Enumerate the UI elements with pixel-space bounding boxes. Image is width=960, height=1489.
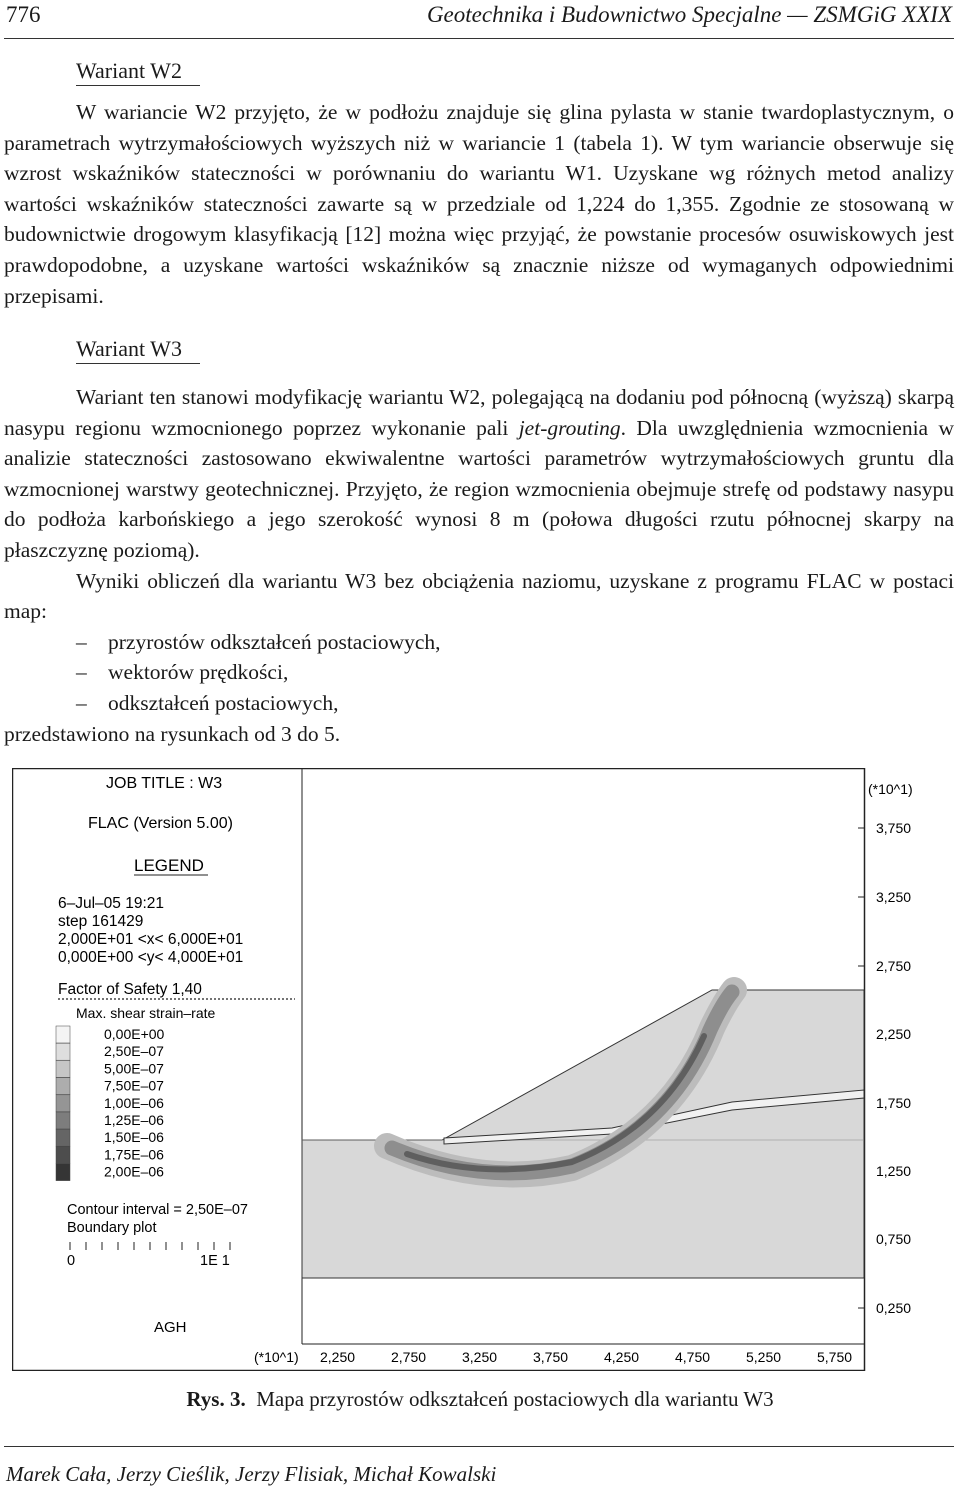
x-tick-label: 2,750	[391, 1349, 427, 1365]
list-item-text: wektorów prędkości,	[108, 660, 289, 685]
contour-interval: Contour interval = 2,50E–07	[67, 1202, 248, 1218]
y-tick-label: 1,250	[876, 1163, 912, 1179]
legend-item-label: 2,00E–06	[104, 1163, 164, 1180]
list-item	[4, 688, 954, 719]
footer-authors: Marek Cała, Jerzy Cieślik, Jerzy Flisiak, Michał Kowalski	[6, 1462, 497, 1486]
list-item	[4, 657, 954, 688]
legend-swatch	[56, 1129, 70, 1146]
x-tick-label: 4,750	[675, 1349, 711, 1365]
legend-item-label: 1,50E–06	[104, 1129, 164, 1146]
legend-swatch	[56, 1164, 70, 1181]
legend-swatch	[56, 1146, 70, 1163]
legend-swatch	[56, 1043, 70, 1060]
w3-body	[4, 382, 954, 749]
legend-swatch	[56, 1095, 70, 1112]
x-tick-label: 2,250	[320, 1349, 356, 1365]
x-tick-label: 3,250	[462, 1349, 498, 1365]
scale-left-label: 0	[67, 1253, 76, 1269]
legend-swatch	[56, 1026, 70, 1043]
scale-right-label: 1E 1	[200, 1253, 230, 1269]
y-tick-label: 1,750	[876, 1095, 912, 1111]
x-tick-label: 4,250	[604, 1349, 640, 1365]
list-item-text: przyrostów odkształceń postaciowych,	[108, 629, 441, 654]
list-item-text: odkształceń postaciowych,	[108, 690, 339, 715]
y-tick-labels	[876, 820, 911, 1316]
w2-body	[4, 97, 954, 311]
header-rule	[4, 38, 954, 39]
legend-swatch	[56, 1078, 70, 1095]
y-tick-label: 2,250	[876, 1026, 912, 1042]
x-tick-label: 5,250	[746, 1349, 782, 1365]
footer-rule	[4, 1446, 954, 1447]
legend-item-label: 0,00E+00	[104, 1026, 165, 1042]
w2-paragraph: W wariancie W2 przyjęto, że w podłożu znajduje się glina pylasta w stanie twardoplastycznym, o parametrach wytrzymałościowych wyższych niż w wariancie 1 (tabela 1). W tym wariancie obserwuje się wzrost wskaźników stateczności w porównaniu do wariantu W1. Uzyskane wg różnych metod analizy wartości wskaźników stateczności zawarte są w przedziale od 1,224 do 1,355. Zgodnie ze stosowaną w budownictwie drogowym klasyfikacją [12] można więc przyjąć, że powstanie procesów osuwiskowych jest prawdopodobne, a uzyskane wartości wskaźników są znacznie niższe od wymaganych odpowiednimi przepisami.	[4, 100, 954, 308]
dash: –	[76, 690, 87, 715]
p1-text-end: . Dla uwzględnienia wzmocnienia w analizie stateczności zastosowano ekwiwalentne wartości parametrów wytrzymałościowych gruntu dla wzmocnionej warstwy geotechnicznej. Przyjęto, że region wzmocnienia obejmuje strefę od podstawy nasypu do podłoża karbońskiego a jego szerokość wynosi 8 m (połowa długości rzutu północnej skarpy na płaszczyznę poziomą).	[4, 415, 954, 562]
y-multiplier: (*10^1)	[868, 781, 913, 797]
info-x-range: 2,000E+01 <x< 6,000E+01	[58, 931, 244, 948]
factor-of-safety: Factor of Safety 1,40	[58, 981, 202, 998]
agh-label: AGH	[154, 1319, 187, 1336]
w3-closing: przedstawiono na rysunkach od 3 do 5.	[4, 721, 341, 746]
boundary-plot: Boundary plot	[67, 1220, 157, 1236]
w3-paragraph-2: Wyniki obliczeń dla wariantu W3 bez obciążenia naziomu, uzyskane z programu FLAC w postaci map:	[4, 568, 954, 624]
dash: –	[76, 660, 87, 685]
legend-item-label: 7,50E–07	[104, 1077, 164, 1094]
page-number: 776	[6, 2, 41, 27]
caption-label: Rys. 3.	[186, 1387, 246, 1411]
job-title: JOB TITLE : W3	[106, 775, 223, 792]
heading-underline	[76, 363, 200, 364]
legend-item-label: 2,50E–07	[104, 1043, 164, 1060]
list-item	[4, 627, 954, 658]
p1-text-start: Wariant ten stanowi modyfikację wariantu W2, polegającą na dodaniu pod północną (wyższą) skarpą nasypu regionu wzmocnionego poprzez wykonanie pali	[4, 385, 954, 440]
legend-swatch	[56, 1060, 70, 1077]
info-y-range: 0,000E+00 <y< 4,000E+01	[58, 949, 244, 966]
x-tick-label: 5,750	[817, 1349, 853, 1365]
heading-underline	[76, 85, 200, 86]
figure-caption	[0, 1387, 960, 1412]
running-header: Geotechnika i Budownictwo Specjalne — ZSMGiG XXIX	[426, 2, 952, 27]
w3-paragraph-1	[4, 382, 954, 566]
flac-plot	[12, 768, 918, 1371]
legend-item-label: 1,25E–06	[104, 1112, 164, 1128]
y-tick-label: 0,750	[876, 1231, 912, 1247]
dash: –	[76, 629, 87, 654]
heading-wariant-w2: Wariant W2	[76, 58, 182, 83]
caption-text: Mapa przyrostów odkształceń postaciowych dla wariantu W3	[256, 1387, 774, 1411]
jet-grouting-term: jet-grouting	[518, 415, 621, 440]
info-step: step 161429	[58, 913, 144, 930]
y-tick-label: 2,750	[876, 958, 912, 974]
y-tick-label: 0,250	[876, 1300, 912, 1316]
legend-item-label: 1,75E–06	[104, 1146, 164, 1163]
result-list	[4, 627, 954, 719]
legend-title: LEGEND	[134, 856, 204, 875]
y-tick-label: 3,750	[876, 820, 912, 836]
flac-version: FLAC (Version 5.00)	[88, 815, 233, 832]
legend-swatch	[56, 1112, 70, 1129]
legend-item-label: 1,00E–06	[104, 1094, 164, 1111]
x-multiplier: (*10^1)	[254, 1349, 299, 1365]
flac-figure	[12, 768, 918, 1371]
y-tick-label: 3,250	[876, 889, 912, 905]
x-tick-label: 3,750	[533, 1349, 569, 1365]
legend-header: Max. shear strain–rate	[76, 1005, 216, 1021]
heading-wariant-w3: Wariant W3	[76, 336, 182, 361]
info-date: 6–Jul–05 19:21	[58, 895, 165, 912]
legend-item-label: 5,00E–07	[104, 1060, 164, 1077]
